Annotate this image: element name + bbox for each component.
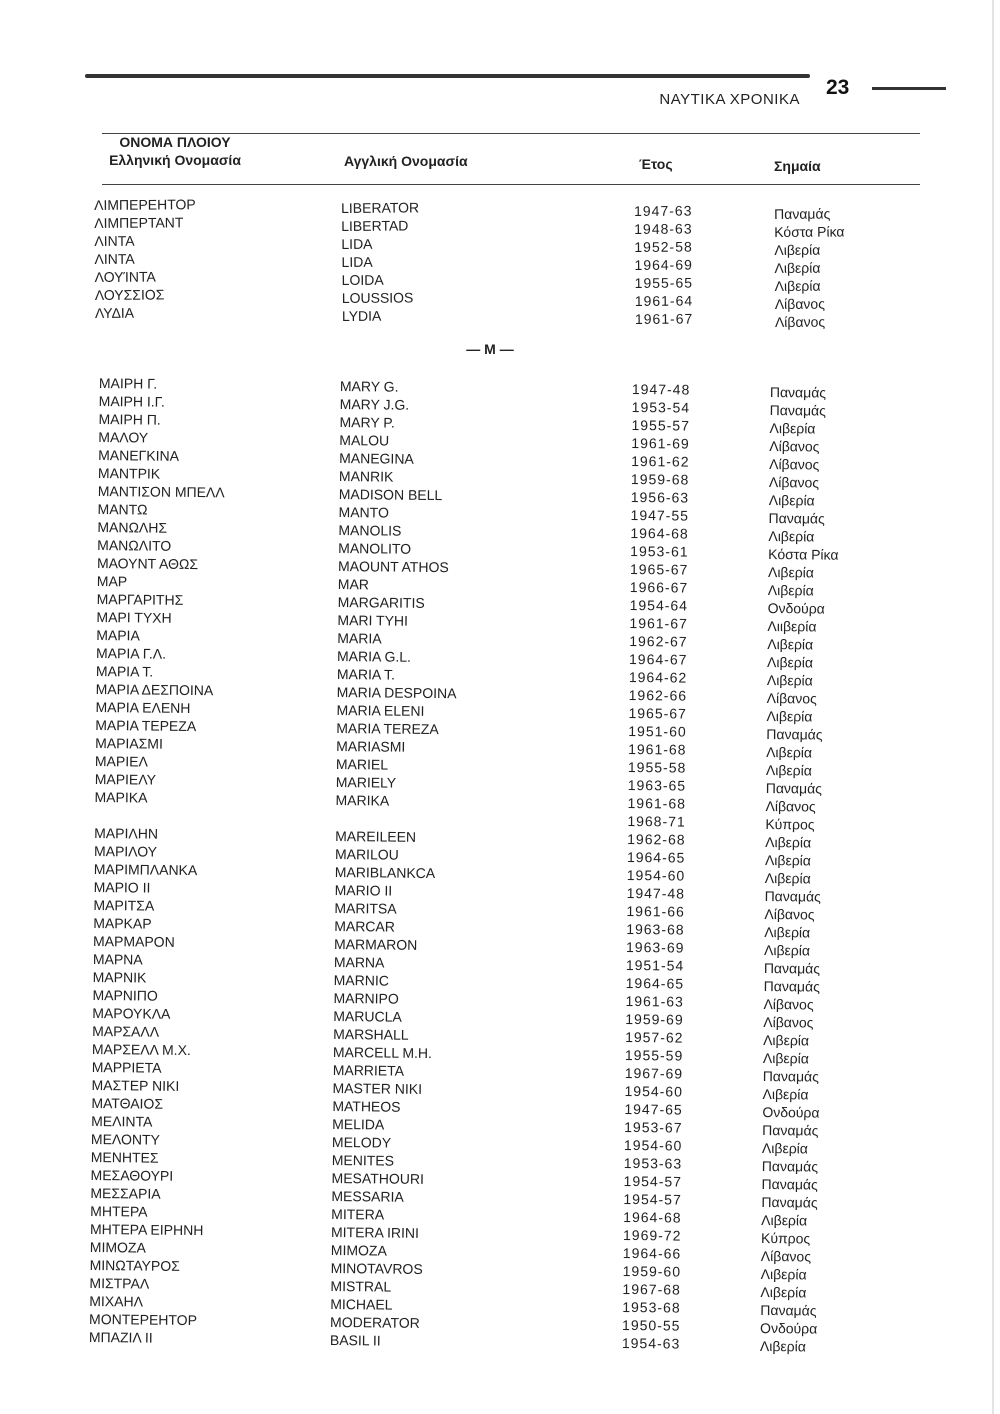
- ship-years: 1962-67: [629, 632, 688, 650]
- section-m-greek-column: [89, 374, 226, 1347]
- ship-english-name: MANRIK: [338, 467, 394, 485]
- section-l-year-column: [634, 202, 693, 328]
- ship-years: 1955-58: [627, 758, 687, 776]
- ship-english-name: MARY G.: [339, 377, 399, 395]
- ship-years: 1959-68: [630, 470, 690, 488]
- ship-years: 1961-66: [626, 902, 685, 920]
- ship-english-name: LOIDA: [341, 271, 384, 288]
- scan-edge: [992, 0, 994, 1414]
- ship-years: 1954-60: [623, 1136, 683, 1154]
- ship-english-name: MARUCLA: [333, 1007, 402, 1025]
- ship-english-name: MINOTAVROS: [330, 1259, 423, 1277]
- ship-english-name: MENITES: [331, 1151, 395, 1169]
- ship-flag: Παναμάς: [762, 1067, 820, 1085]
- ship-english-name: MESATHOURI: [331, 1169, 425, 1187]
- ship-greek-name: ΜΑΡΙ ΤΥΧΗ: [96, 608, 172, 626]
- ship-greek-name: ΜΑΡ: [96, 572, 128, 590]
- ship-flag: Λιβερία: [761, 1211, 808, 1229]
- ship-english-name: MARIA T.: [336, 665, 396, 683]
- header-rule-bottom: [102, 184, 920, 185]
- ship-greek-name: ΜΙΣΤΡΑΛ: [89, 1274, 150, 1292]
- ship-english-name: MARILOU: [334, 845, 399, 863]
- ship-years: 1964-68: [623, 1208, 682, 1226]
- ship-years: 1957-62: [625, 1028, 684, 1046]
- ship-greek-name: ΜΑΝΩΛΗΣ: [97, 518, 168, 536]
- ship-flag: Παναμάς: [761, 1175, 818, 1193]
- ship-flag: Κόστα Ρίκα: [768, 545, 839, 563]
- ship-years: 1964-62: [628, 668, 688, 686]
- ship-greek-name: ΜΑΡΣΕΛΛ Μ.Χ.: [91, 1040, 191, 1058]
- ship-years: 1961-68: [627, 794, 687, 812]
- ship-years: 1964-68: [630, 524, 689, 542]
- ship-years: 1953-61: [630, 542, 689, 560]
- ship-years: 1965-67: [629, 560, 689, 578]
- ship-years: 1967-68: [622, 1280, 681, 1298]
- ship-english-name: MISTRAL: [330, 1277, 392, 1295]
- ship-flag: Λιβερία: [764, 869, 811, 887]
- ship-flag: Λιβερία: [765, 833, 812, 851]
- ship-years: 1953-54: [631, 398, 691, 416]
- ship-greek-name: ΜΑΝΕΓΚΙΝΑ: [98, 446, 180, 464]
- ship-english-name: LIBERATOR: [341, 199, 420, 216]
- ship-greek-name: ΜΑΙΡΗ Π.: [98, 410, 161, 428]
- ship-greek-name: ΜΑΡΙΛΗΝ: [94, 824, 159, 842]
- ship-english-name: MARIEL: [335, 755, 389, 773]
- ship-greek-name: ΜΑΡΙΚΑ: [94, 788, 148, 806]
- ship-flag: Λίβανος: [774, 313, 826, 330]
- ship-greek-name: ΜΑΡΙΑ Τ.: [95, 662, 154, 680]
- ship-english-name: LOUSSIOS: [341, 289, 414, 306]
- ship-flag: Λιβερία: [767, 635, 814, 653]
- ship-years: 1964-65: [626, 848, 686, 866]
- ship-years: 1961-62: [631, 452, 690, 470]
- ship-flag: Λίβανος: [764, 905, 815, 923]
- ship-greek-name: ΜΙΜΟΖΑ: [89, 1238, 146, 1256]
- ship-flag: Παναμάς: [760, 1301, 817, 1319]
- ship-years: 1956-63: [630, 488, 690, 506]
- ship-greek-name: ΜΑΣΤΕΡ ΝΙΚΙ: [91, 1076, 180, 1094]
- ship-greek-name: ΜΗΤΕΡΑ: [90, 1202, 148, 1220]
- ship-years: 1951-60: [628, 722, 687, 740]
- ship-flag: Παναμάς: [774, 205, 831, 222]
- ship-greek-name: ΜΕΝΗΤΕΣ: [90, 1148, 159, 1166]
- ship-flag: Λιιβερία: [767, 617, 817, 635]
- section-letter-m: — Μ —: [466, 341, 514, 357]
- ship-flag: Παναμάς: [764, 887, 821, 905]
- ship-english-name: MARITSA: [334, 899, 397, 917]
- ship-flag: Λιβερία: [764, 923, 811, 941]
- ship-years: 1961-64: [634, 292, 694, 309]
- ship-greek-name: ΜΑΡΙΑ ΔΕΣΠΟΙΝΑ: [95, 680, 214, 699]
- ship-english-name: MARIASMI: [336, 737, 406, 755]
- ship-greek-name: ΛΟΥΊΝΤΑ: [94, 268, 156, 285]
- ship-english-name: LYDIA: [341, 307, 382, 324]
- ship-english-name: MICHAEL: [330, 1295, 393, 1313]
- ship-english-name: MANEGINA: [339, 449, 414, 467]
- ship-greek-name: ΜΕΛΟΝΤΥ: [90, 1130, 161, 1148]
- ship-english-name: MARY J.G.: [339, 395, 410, 413]
- ship-english-name: MARI TYHI: [337, 611, 409, 629]
- ship-greek-name: ΜΑΡΙΕΛ: [94, 752, 148, 770]
- ship-flag: Λίβανος: [763, 995, 814, 1013]
- ship-years: 1961-67: [629, 614, 688, 632]
- ship-english-name: MANTO: [338, 503, 389, 521]
- ship-greek-name: ΜΠΑΖΙΛ ΙΙ: [88, 1328, 153, 1346]
- ship-flag: Κύπρος: [760, 1229, 811, 1247]
- ship-greek-name: ΜΑΡΙΑ Γ.Λ.: [95, 644, 167, 662]
- ship-flag: Παναμάς: [766, 725, 823, 743]
- ship-english-name: MARCELL M.H.: [332, 1043, 433, 1061]
- ship-english-name: MARMARON: [333, 935, 418, 953]
- ship-years: 1962-68: [627, 830, 686, 848]
- section-m-flag-column: [760, 383, 840, 1356]
- ship-english-name: MARY P.: [339, 413, 395, 431]
- ship-flag: Λίβανος: [769, 455, 820, 473]
- ship-years: 1955-59: [624, 1046, 684, 1064]
- ship-greek-name: ΛΙΜΠΕΡΕΗΤΟΡ: [94, 196, 196, 213]
- ship-flag: Ονδούρα: [762, 1103, 820, 1121]
- ship-greek-name: ΜΑΡΝΙΚ: [92, 968, 147, 986]
- ship-greek-name: [94, 806, 221, 825]
- ship-greek-name: ΛΙΝΤΑ: [94, 250, 135, 267]
- ship-english-name: MANOLITO: [338, 539, 412, 557]
- ship-greek-name: ΜΕΣΣΑΡΙΑ: [90, 1184, 161, 1202]
- ship-greek-name: ΜΑΡΝΑ: [92, 950, 143, 968]
- ship-greek-name: ΜΙΧΑΗΛ: [89, 1292, 144, 1310]
- ship-flag: Λιβερία: [766, 671, 813, 689]
- ship-greek-name: ΜΑΡΙΑ: [96, 626, 140, 644]
- ship-greek-name: ΜΙΝΩΤΑΥΡΟΣ: [89, 1256, 180, 1274]
- ship-flag: Λίβανος: [766, 689, 817, 707]
- ship-greek-name: ΜΑΡΟΥΚΛΑ: [92, 1004, 171, 1022]
- ship-greek-name: ΜΑΡΙΜΠΛΑΝΚΑ: [93, 860, 198, 879]
- ship-flag: Παναμάς: [763, 977, 820, 995]
- ship-english-name: MARNIPO: [333, 989, 399, 1007]
- ship-greek-name: ΛΙΜΠΕΡΤΑΝΤ: [94, 214, 184, 231]
- ship-english-name: MARSHALL: [333, 1025, 409, 1043]
- ship-english-name: MITERA IRINI: [330, 1223, 420, 1241]
- ship-english-name: MELIDA: [332, 1115, 385, 1133]
- ship-years: 1952-58: [634, 238, 693, 255]
- column-header-greek-name: [105, 133, 245, 169]
- ship-flag: Λιβερία: [760, 1283, 807, 1301]
- ship-english-name: MAREILEEN: [335, 827, 417, 845]
- ship-years: 1964-69: [634, 256, 693, 273]
- ship-years: 1954-64: [629, 596, 689, 614]
- ship-flag: Λιβερία: [766, 707, 813, 725]
- section-l-english-column: [341, 198, 420, 325]
- ship-flag: Λιβερία: [768, 527, 815, 545]
- ship-english-name: MARNA: [333, 953, 385, 971]
- ship-flag: Παναμάς: [761, 1193, 818, 1211]
- ship-flag: Λιβερία: [763, 1031, 810, 1049]
- ship-greek-name: ΜΑΡΙΕΛΥ: [94, 770, 157, 788]
- ship-years: 1948-63: [634, 220, 693, 237]
- ship-greek-name: ΜΕΣΑΘΟΥΡΙ: [90, 1166, 174, 1184]
- ship-english-name: MANOLIS: [338, 521, 402, 539]
- ship-flag: Ονδούρα: [760, 1319, 818, 1337]
- ship-years: 1967-69: [624, 1064, 684, 1082]
- ship-years: 1968-71: [627, 812, 686, 830]
- ship-flag: Λιβερία: [767, 563, 815, 581]
- ship-greek-name: ΛΥΔΙΑ: [94, 304, 135, 321]
- ship-english-name: MARIA DESPOINA: [336, 683, 457, 702]
- ship-english-name: LIDA: [341, 235, 373, 252]
- ship-flag: Παναμάς: [769, 383, 827, 401]
- ship-english-name: MAOUNT ATHOS: [337, 557, 449, 576]
- ship-flag: Ονδούρα: [767, 599, 825, 617]
- ship-years: 1969-72: [622, 1226, 682, 1244]
- ship-years: 1947-55: [630, 506, 690, 524]
- ship-flag: Λιβερία: [766, 653, 814, 671]
- ship-years: 1947-63: [634, 202, 693, 219]
- ship-flag: Παναμάς: [765, 779, 823, 797]
- ship-years: 1963-65: [627, 776, 687, 794]
- ship-greek-name: ΜΑΡΙΤΣΑ: [93, 896, 155, 914]
- ship-greek-name: ΜΑΡΝΙΠΟ: [92, 986, 158, 1004]
- ship-greek-name: ΜΑΡΙΛΟΥ: [93, 842, 158, 860]
- ship-years: 1953-63: [623, 1154, 683, 1172]
- ship-years: 1951-54: [625, 956, 685, 974]
- ship-years: 1954-57: [623, 1172, 683, 1190]
- ship-greek-name: ΜΑΝΤΙΣΟΝ ΜΠΕΛΛ: [97, 482, 225, 501]
- column-header-year: Έτος: [639, 156, 673, 172]
- ship-greek-name: ΜΑΝΩΛΙΤΟ: [97, 536, 172, 554]
- ship-greek-name: ΛΙΝΤΑ: [94, 232, 135, 249]
- ship-flag: Λιβερία: [768, 491, 815, 509]
- ship-flag: Λιβερία: [774, 259, 821, 276]
- ship-greek-name: ΜΑΡΙΑΣΜΙ: [95, 734, 163, 752]
- ship-years: 1953-68: [622, 1298, 681, 1316]
- ship-years: 1953-67: [624, 1118, 683, 1136]
- ship-flag: Λιβερία: [767, 581, 814, 599]
- ship-english-name: MARIA G.L.: [336, 647, 412, 665]
- column-header-name-line2: Ελληνική Ονομασία: [109, 152, 241, 168]
- ship-years: 1961-68: [628, 740, 687, 758]
- ship-flag: Λιβερία: [765, 761, 812, 779]
- column-header-flag: Σημαία: [774, 158, 821, 174]
- ship-english-name: MODERATOR: [330, 1313, 420, 1331]
- ship-greek-name: ΜΕΛΙΝΤΑ: [91, 1112, 153, 1130]
- ship-years: 1962-66: [628, 686, 688, 704]
- column-header-english-name: Αγγλική Ονομασία: [344, 153, 468, 169]
- ship-english-name: MITERA: [331, 1205, 385, 1223]
- ship-english-name: MESSARIA: [331, 1187, 404, 1205]
- ship-greek-name: ΜΑΡΙΟ ΙΙ: [93, 878, 151, 896]
- ship-greek-name: ΜΑΝΤΩ: [97, 500, 148, 518]
- ship-flag: Λιβερία: [760, 1265, 807, 1283]
- ship-years: 1954-60: [626, 866, 686, 884]
- ship-years: 1964-65: [625, 974, 685, 992]
- ship-greek-name: ΜΑΙΡΗ Γ.: [98, 374, 158, 392]
- ship-greek-name: ΜΑΡΜΑΡΟΝ: [92, 932, 175, 950]
- ship-flag: Λιβερία: [774, 277, 821, 294]
- ship-flag: Παναμάς: [769, 401, 827, 419]
- ship-greek-name: ΜΑΡΚΑΡ: [93, 914, 152, 932]
- ship-years: 1955-65: [634, 274, 694, 291]
- ship-flag: Λιβερία: [764, 851, 812, 869]
- ship-flag: Παναμάς: [761, 1157, 819, 1175]
- ship-english-name: MARIKA: [335, 791, 390, 809]
- ship-years: 1955-57: [631, 416, 690, 434]
- ship-years: 1966-67: [629, 578, 689, 596]
- ship-flag: Λιβερία: [763, 941, 811, 959]
- ship-years: 1964-66: [622, 1244, 682, 1262]
- ship-greek-name: ΜΑΡΙΑ ΤΕΡΕΖΑ: [95, 716, 197, 735]
- ship-greek-name: ΜΗΤΕΡΑ ΕΙΡΗΝΗ: [89, 1220, 204, 1239]
- section-m-english-column: [330, 377, 460, 1350]
- ship-years: 1947-65: [624, 1100, 683, 1118]
- ship-greek-name: ΛΟΥΣΣΙΟΣ: [94, 286, 165, 303]
- ship-years: 1959-60: [622, 1262, 682, 1280]
- section-l-flag-column: [774, 204, 845, 331]
- ship-years: 1947-48: [626, 884, 686, 902]
- ship-english-name: MASTER NIKI: [332, 1079, 423, 1097]
- ship-years: 1965-67: [628, 704, 687, 722]
- ship-english-name: MARIA TEREZA: [336, 719, 439, 738]
- ship-flag: Λίβανος: [765, 797, 816, 815]
- ship-english-name: MATHEOS: [332, 1097, 401, 1115]
- ship-english-name: MARIA: [337, 629, 382, 647]
- column-header-name-line1: ΟΝΟΜΑ ΠΛΟΙΟΥ: [119, 134, 231, 150]
- ship-flag: Λιβερία: [769, 419, 816, 437]
- ship-english-name: MALOU: [339, 431, 390, 449]
- ship-flag: Λίβανος: [774, 295, 825, 312]
- ship-english-name: MARIELY: [335, 773, 397, 791]
- ship-flag: Παναμάς: [763, 959, 821, 977]
- ship-english-name: MARIO II: [334, 881, 393, 899]
- ship-english-name: MARCAR: [334, 917, 396, 935]
- ship-years: 1959-69: [625, 1010, 684, 1028]
- ship-flag: Λίβανος: [768, 473, 820, 491]
- section-m-year-column: [622, 380, 691, 1353]
- ship-flag: Λιβερία: [766, 743, 813, 761]
- ship-years: 1963-68: [626, 920, 685, 938]
- ship-english-name: LIDA: [341, 253, 373, 270]
- ship-english-name: MADISON BELL: [338, 485, 443, 504]
- top-rule-left: [85, 74, 810, 78]
- ship-english-name: MARIBLANKCA: [334, 863, 436, 882]
- ship-greek-name: ΜΑΟΥΝΤ ΑΘΩΣ: [96, 554, 199, 573]
- ship-greek-name: ΜΑΡΡΙΕΤΑ: [91, 1058, 162, 1076]
- ship-years: 1961-63: [625, 992, 684, 1010]
- ship-years: 1964-67: [628, 650, 688, 668]
- ship-flag: Λιβερία: [759, 1337, 806, 1355]
- top-rule-right: [872, 87, 946, 90]
- ship-flag: Λίβανος: [760, 1247, 812, 1265]
- ship-greek-name: ΜΑΙΡΗ Ι.Γ.: [98, 392, 165, 410]
- ship-english-name: LIBERTAD: [341, 217, 409, 234]
- ship-flag: Κύπρος: [765, 815, 815, 833]
- ship-flag: Κόστα Ρίκα: [774, 223, 845, 240]
- ship-english-name: MAR: [337, 575, 370, 593]
- ship-years: 1961-67: [634, 310, 694, 327]
- ship-english-name: MARRIETA: [332, 1061, 405, 1079]
- ship-english-name: MARNIC: [333, 971, 390, 989]
- ship-greek-name: ΜΑΛΟΥ: [98, 428, 149, 446]
- ship-years: 1950-55: [622, 1316, 681, 1334]
- ship-years: 1954-57: [623, 1190, 682, 1208]
- section-l-greek-column: [94, 195, 197, 322]
- ship-english-name: MELODY: [331, 1133, 392, 1151]
- ship-years: 1954-63: [621, 1334, 681, 1352]
- ship-greek-name: ΜΑΝΤΡΙΚ: [97, 464, 161, 482]
- ship-greek-name: ΜΟΝΤΕΡΕΗΤΟΡ: [89, 1310, 198, 1329]
- ship-years: 1947-48: [631, 380, 691, 398]
- ship-flag: Λιβερία: [761, 1139, 809, 1157]
- ship-years: 1961-69: [631, 434, 690, 452]
- running-head: ΝΑΥΤΙΚΑ ΧΡΟΝΙΚΑ: [659, 91, 800, 108]
- ship-flag: Λίβανος: [769, 437, 820, 455]
- ship-english-name: MIMOZA: [330, 1241, 387, 1259]
- ship-years: 1963-69: [625, 938, 685, 956]
- ship-greek-name: ΜΑΡΙΑ ΕΛΕΝΗ: [95, 698, 191, 716]
- ship-flag: Λιβερία: [762, 1085, 809, 1103]
- ship-flag: Παναμάς: [768, 509, 825, 527]
- ship-english-name: [335, 809, 455, 828]
- ship-greek-name: ΜΑΤΘΑΙΟΣ: [91, 1094, 164, 1112]
- ship-english-name: MARIA ELENI: [336, 701, 425, 719]
- ship-flag: Λιβερία: [774, 241, 821, 258]
- ship-years: 1954-60: [624, 1082, 684, 1100]
- ship-english-name: BASIL II: [329, 1331, 381, 1349]
- ship-flag: Παναμάς: [762, 1121, 819, 1139]
- ship-flag: Λιβερία: [762, 1049, 809, 1067]
- page-number: 23: [826, 76, 850, 99]
- ship-english-name: MARGARITIS: [337, 593, 425, 611]
- ship-flag: Λίβανος: [763, 1013, 814, 1031]
- ship-greek-name: ΜΑΡΣΑΛΛ: [92, 1022, 160, 1040]
- ship-greek-name: ΜΑΡΓΑΡΙΤΗΣ: [96, 590, 184, 608]
